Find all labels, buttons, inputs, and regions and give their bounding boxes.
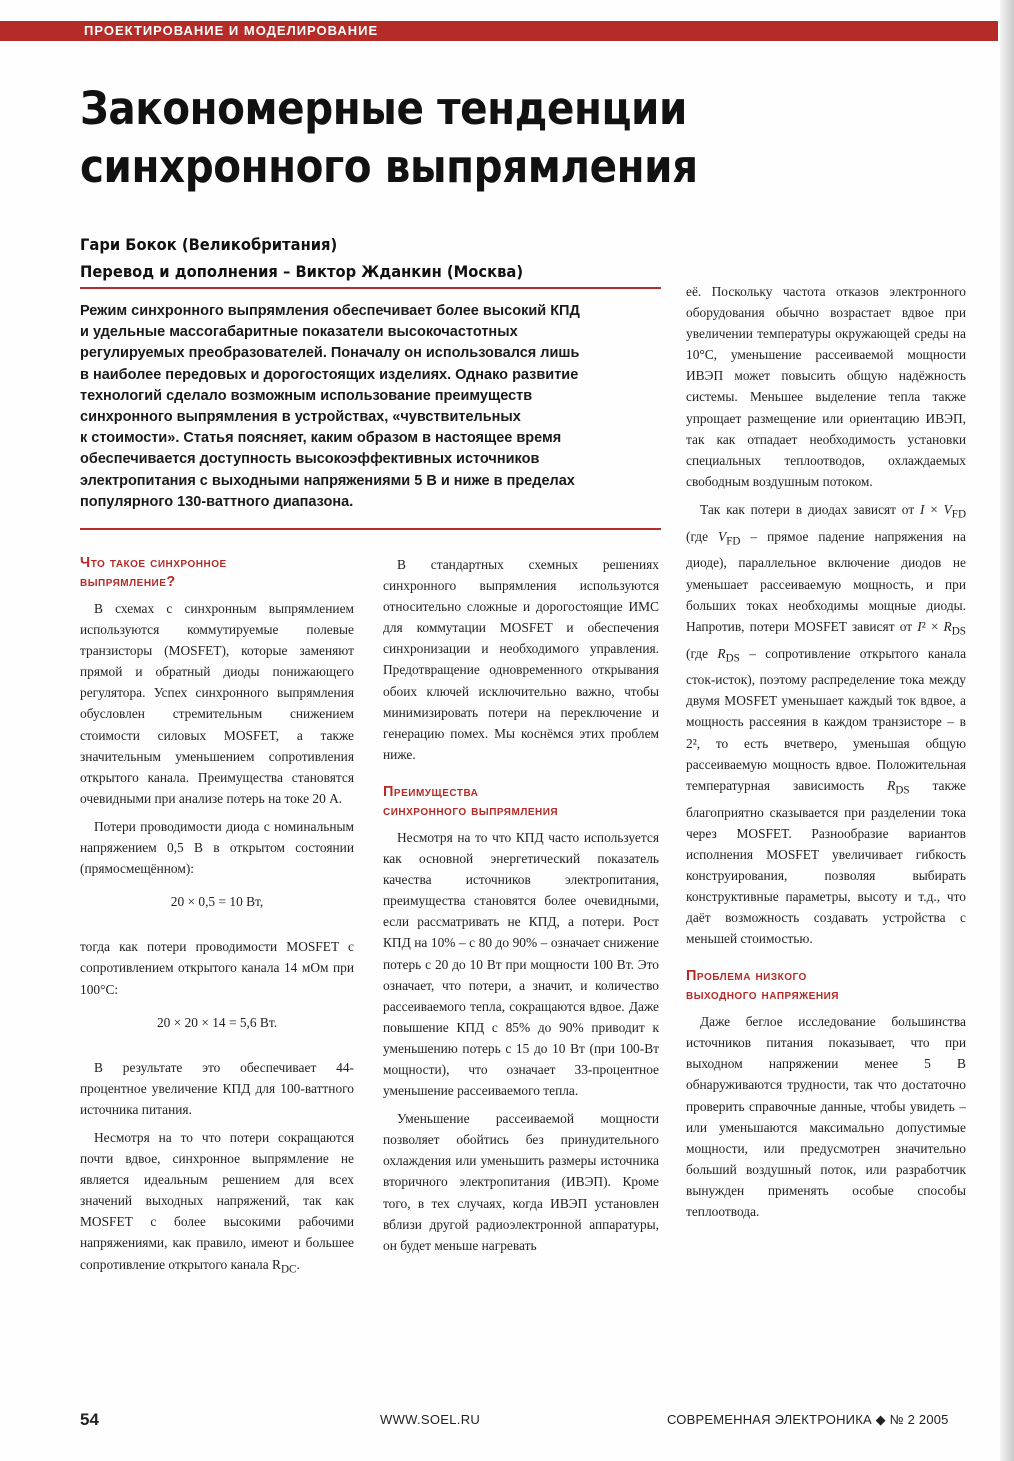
paragraph: Несмотря на то что КПД часто используется как основной энергетический показатель качества источников электропитания, преимущества становятся более очевидными, если рассматривать не КПД, а потери. Рост КПД на 10% – с 80 до 90% – означает снижение потерь с 20 до 10 Вт при мощности 100 Вт. Это означает, что потери, а значит, и количество рассеиваемого тепла, сокращаются вдвое. Даже повышение КПД с 85% до 90% приводит к уменьшению потерь с 15 до 10 Вт (при 100-Вт мощности), что означает 33-процентное уменьшение рассеиваемого тепла. bbox=[383, 829, 659, 1099]
journal-name: СОВРЕМЕННАЯ ЭЛЕКТРОНИКА ◆ № 2 2005 bbox=[667, 1412, 949, 1427]
article-lead bbox=[80, 301, 650, 513]
title-line-1: Закономерные тенденции bbox=[80, 82, 687, 135]
lead-line: к стоимости». Статья поясняет, каким образом в настоящее время bbox=[80, 430, 562, 447]
subheading-advantages: Преимущества синхронного выпрямления bbox=[383, 783, 559, 819]
lead-line: обеспечивается доступность высокоэффективных источников bbox=[80, 451, 540, 468]
author: Гари Бокок (Великобритания) bbox=[80, 235, 338, 254]
lead-line: и удельные массогабаритные показатели высокочастотных bbox=[80, 324, 518, 341]
subheading-low-voltage: Проблема низкого выходного напряжения bbox=[686, 968, 839, 1004]
lead-line: регулируемых преобразователей. Поначалу он использовался лишь bbox=[80, 345, 580, 362]
paragraph: В результате это обеспечивает 44-процентное увеличение КПД для 100-ваттного источника питания. bbox=[80, 1059, 354, 1117]
section-title: ПРОЕКТИРОВАНИЕ И МОДЕЛИРОВАНИЕ bbox=[84, 23, 379, 38]
formula: 20 × 20 × 14 = 5,6 Вт. bbox=[156, 1014, 278, 1030]
translator: Перевод и дополнения – Виктор Жданкин (Москва) bbox=[80, 262, 524, 281]
paragraph: её. Поскольку частота отказов электронного оборудования обычно возрастает вдвое при увеличении температуры окружающей среды на 10°С, уменьшение рассеиваемой мощности ИВЭП может повысить общую надёжность системы. Меньшее выделение тепла также упрощает размещение или ориентацию ИВЭП, так как отпадает необходимость установки специальных теплоотводов, охлаждаемых свободным воздушным потоком. bbox=[686, 284, 966, 489]
lead-line: электропитания с выходными напряжениями 5 В и ниже в пределах bbox=[80, 472, 575, 489]
section-header-bar bbox=[0, 21, 998, 41]
subheading-what-is: Что такое синхронное выпрямление? bbox=[80, 555, 227, 590]
paragraph: тогда как потери проводимости MOSFET с сопротивлением открытого канала 14 мОм при 100°С: bbox=[80, 939, 354, 997]
article-authors bbox=[80, 231, 523, 285]
lead-line: технологий сделало возможным использование преимуществ bbox=[80, 387, 533, 404]
paragraph: Даже беглое исследование большинства источников питания показывает, что при выходном напряжении менее 5 В обнаруживаются трудности, так что достаточно проверить справочные данные, чтобы увидеть – или уменьшаются максимально допустимые мощности, или предусмотрен значительно больший воздушный поток, или разработчик вынужден применять особые способы теплоотвода. bbox=[686, 1014, 966, 1220]
lead-top-rule bbox=[80, 287, 661, 289]
paragraph: Несмотря на то что потери сокращаются почти вдвое, синхронное выпрямление не является идеальным решением для всех значений выходных напряжений, так как MOSFET с более высокими рабочими напряжениями, как правило, имеют и большее сопротивление открытого канала $R_{DC}$. bbox=[80, 1129, 354, 1276]
text-column-2 bbox=[383, 554, 659, 1263]
formula: 20 × 0,5 = 10 Вт, bbox=[170, 894, 264, 910]
site-link[interactable]: WWW.SOEL.RU bbox=[380, 1412, 481, 1427]
paragraph: В схемах с синхронным выпрямлением используются коммутируемые полевые транзисторы (MOSFET), которые заменяют прямой и обратный диоды понижающего регулятора. Успех синхронного выпрямления обусловлен стремительным снижением стоимости силовых MOSFET, а также значительным уменьшением сопротивления открытого канала. Преимущества становятся очевидными при анализе потерь на токе 20 А. bbox=[80, 601, 354, 806]
lead-bottom-rule bbox=[80, 528, 661, 530]
lead-line: Режим синхронного выпрямления обеспечивает более высокий КПД bbox=[80, 303, 580, 319]
text-column-3 bbox=[686, 281, 966, 1229]
scan-edge bbox=[1000, 0, 1014, 1461]
page-number: 54 bbox=[80, 1410, 99, 1429]
text-column-1 bbox=[80, 554, 354, 1287]
lead-line: популярного 130-ваттного диапазона. bbox=[80, 493, 354, 510]
lead-line: синхронного выпрямления в устройствах, «чувствительных bbox=[80, 409, 521, 426]
paragraph: Потери проводимости диода с номинальным напряжением 0,5 В в открытом состоянии (прямосмещённом): bbox=[80, 818, 354, 877]
paragraph: Уменьшение рассеиваемой мощности позволяет обойтись без принудительного охлаждения или уменьшить размеры источника вторичного электропитания (ИВЭП). Кроме того, в тех случаях, когда ИВЭП установлен вблизи другой радиоэлектронной аппаратуры, он будет меньше нагревать bbox=[383, 1111, 659, 1253]
paragraph: Так как потери в диодах зависят от $I \times V_{FD}$ (где $V_{FD}$ – прямое падение напряжения на диоде), параллельное включение диодов не уменьшает рассеиваемую мощность, и при больших токах необходимы мощные диоды. Напротив, потери MOSFET зависят от $I^2 \times R_{DS}$ (где $R_{DS}$ – сопротивление открытого канала сток-исток), поэтому распределение тока между двумя MOSFET уменьшает каждый ток вдвое, а мощность рассеяния в каждом транзисторе – в 2², то есть вчетверо, уменьшая общую рассеиваемую мощность вдвое. Положительная температурная зависимость $R_{DS}$ также благоприятно сказывается при разделении тока через MOSFET. Разнообразие вариантов исполнения MOSFET увеличивает гибкость конструирования, позволяя выбирать конструктивные параметры, высоту и т.д., что даёт возможность создавать устройства с меньшей стоимостью. bbox=[686, 501, 967, 947]
article-title bbox=[80, 80, 872, 196]
title-line-2: синхронного выпрямления bbox=[80, 140, 698, 193]
paragraph: В стандартных схемных решениях синхронного выпрямления используются относительно сложные и дорогостоящие ИМС для коммутации MOSFET и обеспечения синхронизации и необходимого управления. Предотвращение одновременного открывания обоих ключей исключительно важно, чтобы минимизировать потери на переключение и генерацию помех. Мы коснёмся этих проблем ниже. bbox=[383, 557, 659, 762]
lead-line: в наиболее передовых и дорогостоящих изделиях. Однако развитие bbox=[80, 366, 579, 383]
